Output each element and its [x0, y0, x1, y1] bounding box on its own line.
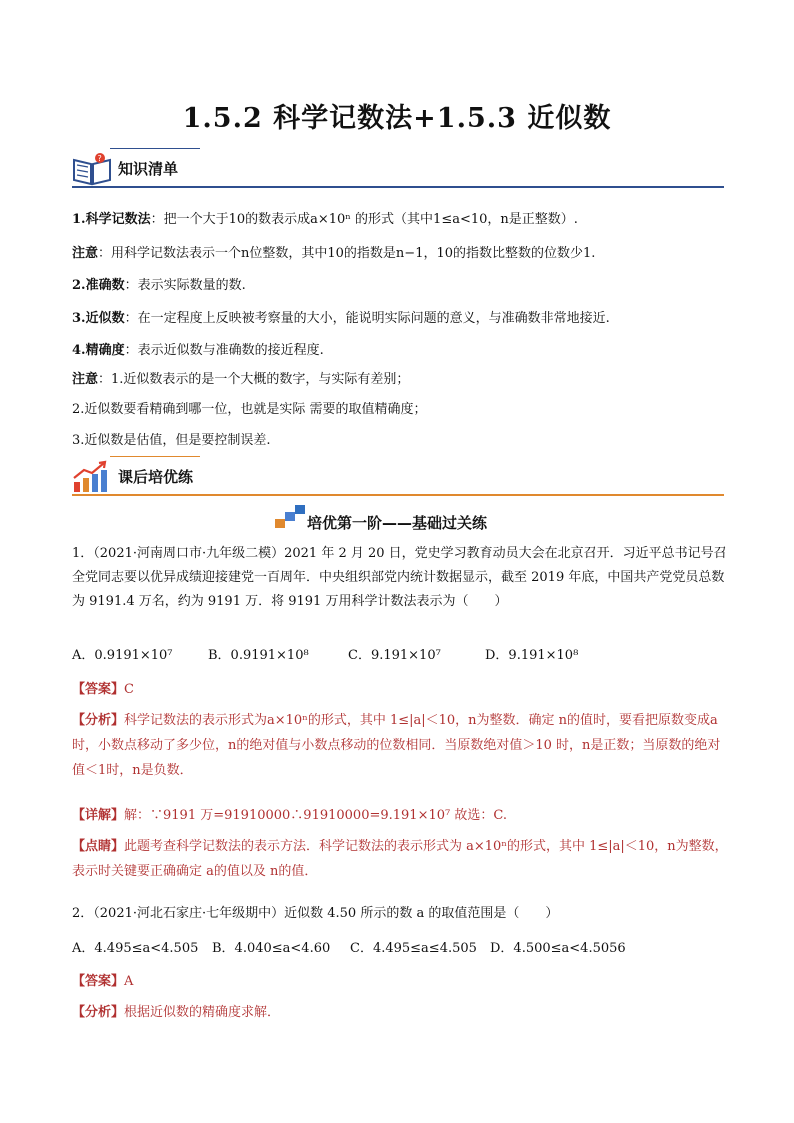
section-title: 知识清单 [118, 160, 179, 178]
answer-tag: 【答案】 [72, 682, 125, 697]
option-b: B．0.9191×10⁸ [208, 648, 309, 663]
analysis-text: 根据近似数的精确度求解． [124, 1005, 281, 1020]
answer-tag: 【答案】 [72, 974, 125, 989]
term-label: 注意 [72, 372, 99, 387]
analysis-tag: 【分析】 [72, 713, 125, 728]
answer-value: A [124, 974, 134, 989]
option-b: B．4.040≤a<4.60 [212, 941, 331, 956]
bar-chart-icon [72, 460, 110, 494]
term-text: ：用科学记数法表示一个n位整数，其中10的指数是n−1，10的指数比整数的位数少1. [98, 246, 596, 261]
detail-text: 解：∵9191 万=91910000∴91910000=9.191×10⁷ 故选：C. [124, 808, 507, 823]
question-1-stem: 1．（2021·河南周口市·九年级二模）2021 年 2 月 20 日，党史学习教育动员大会在北京召开．习近平总书记号召全党同志要以优异成绩迎接建党一百周年．中央组织部党内统计数据显示，截至 2019 年底，中国共产党党员总数为 9191.4 万名，约为 9191 万．将 9191 万用科学计数法表示为（ ） [72, 546, 727, 609]
knowledge-item [72, 276, 724, 296]
answer-line [72, 969, 732, 994]
term-text: ：把一个大于10的数表示成a×10ⁿ 的形式（其中1≤a<10，n是正整数）. [150, 212, 578, 227]
knowledge-item [72, 370, 724, 390]
subheading: 培优第一阶——基础过关练 [306, 514, 487, 532]
term-text: ：在一定程度上反映被考察量的大小，能说明实际问题的意义，与准确数非常地接近. [124, 311, 610, 326]
svg-text:?: ? [97, 154, 102, 163]
section-header-practice [72, 456, 724, 496]
divider [72, 186, 724, 188]
option-a: A．4.495≤a<4.505 [72, 941, 199, 956]
term-label: 3.近似数 [72, 311, 125, 326]
analysis-block [72, 708, 732, 783]
detail-tag: 【详解】 [72, 808, 125, 823]
question-2-stem: 2．（2021·河北石家庄·七年级期中）近似数 4.50 所示的数 a 的取值范围是（ ） [72, 906, 559, 921]
option-d: D．4.500≤a<4.5056 [490, 941, 626, 956]
option-a: A．0.9191×10⁷ [72, 648, 173, 663]
option-d: D．9.191×10⁸ [485, 648, 579, 663]
divider [110, 148, 200, 149]
knowledge-item: 3.近似数是估值，但是要控制误差. [72, 433, 271, 448]
section-header-knowledge [72, 148, 724, 188]
knowledge-item [72, 309, 724, 329]
knowledge-item [72, 210, 724, 230]
answer-value: C [124, 682, 134, 697]
term-label: 4.精确度 [72, 343, 125, 358]
comment-tag: 【点睛】 [72, 839, 125, 854]
analysis-tag: 【分析】 [72, 1005, 125, 1020]
section-title: 课后培优练 [118, 468, 194, 486]
knowledge-item: 2.近似数要看精确到哪一位，也就是实际 需要的取值精确度； [72, 402, 427, 417]
comment-text: 此题考查科学记数法的表示方法．科学记数法的表示形式为 a×10ⁿ的形式，其中 1≤|a|＜10，n为整数，表示时关键要正确确定 a的值以及 n的值． [72, 839, 728, 879]
comment-block [72, 834, 732, 884]
term-text: ：表示近似数与准确数的接近程度. [124, 343, 324, 358]
book-icon [72, 152, 112, 186]
divider [72, 494, 724, 496]
page-title: 1.5.2 科学记数法+1.5.3 近似数 [182, 103, 612, 134]
knowledge-item [72, 341, 724, 361]
detail-line [72, 803, 732, 828]
analysis-block [72, 1000, 732, 1025]
answer-line [72, 677, 732, 702]
term-text: ：表示实际数量的数. [124, 278, 246, 293]
option-c: C．9.191×10⁷ [348, 648, 441, 663]
knowledge-item [72, 244, 724, 264]
analysis-text: 科学记数法的表示形式为a×10ⁿ的形式，其中 1≤|a|＜10，n为整数．确定 n的值时，要看把原数变成a时，小数点移动了多少位，n的绝对值与小数点移动的位数相同．当原数绝对值＞10 时，n是正数；当原数的绝对值＜1时，n是负数． [72, 713, 721, 778]
option-c: C．4.495≤a≤4.505 [350, 941, 477, 956]
divider [110, 456, 200, 457]
term-label: 注意 [72, 246, 99, 261]
question-1-options [72, 644, 732, 668]
term-label: 1.科学记数法 [72, 212, 151, 227]
question-2-options [72, 937, 732, 961]
term-label: 2.准确数 [72, 278, 125, 293]
term-text: ：1.近似数表示的是一个大概的数字，与实际有差别； [98, 372, 410, 387]
